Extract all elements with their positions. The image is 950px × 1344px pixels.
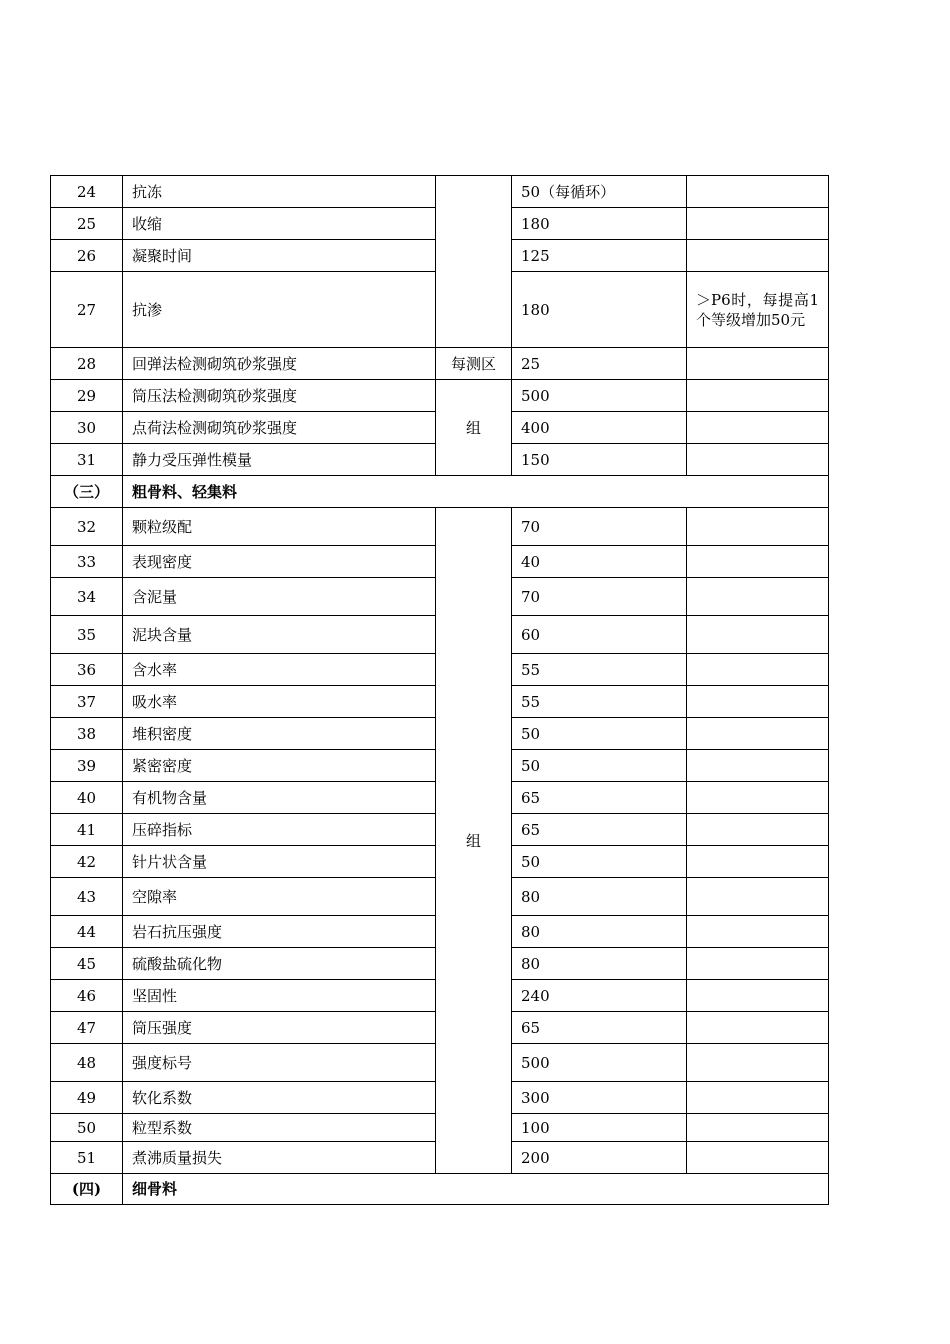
unit-cell: 组 — [436, 380, 512, 476]
note-cell — [687, 916, 829, 948]
row-number: 50 — [51, 1114, 123, 1142]
section-number: （三） — [51, 476, 123, 508]
price-cell: 80 — [512, 916, 687, 948]
note-cell — [687, 654, 829, 686]
row-number: 34 — [51, 578, 123, 616]
item-name: 空隙率 — [123, 878, 436, 916]
price-cell: 55 — [512, 654, 687, 686]
row-number: 40 — [51, 782, 123, 814]
price-cell: 70 — [512, 578, 687, 616]
row-number: 39 — [51, 750, 123, 782]
note-cell — [687, 782, 829, 814]
row-number: 29 — [51, 380, 123, 412]
note-cell — [687, 1114, 829, 1142]
row-number: 37 — [51, 686, 123, 718]
item-name: 凝聚时间 — [123, 240, 436, 272]
note-cell — [687, 208, 829, 240]
item-name: 表现密度 — [123, 546, 436, 578]
note-cell — [687, 240, 829, 272]
row-number: 33 — [51, 546, 123, 578]
row-number: 44 — [51, 916, 123, 948]
price-cell: 55 — [512, 686, 687, 718]
price-cell: 50（每循环） — [512, 176, 687, 208]
price-cell: 240 — [512, 980, 687, 1012]
price-cell: 65 — [512, 782, 687, 814]
item-name: 坚固性 — [123, 980, 436, 1012]
item-name: 静力受压弹性模量 — [123, 444, 436, 476]
item-name: 煮沸质量损失 — [123, 1142, 436, 1174]
price-cell: 50 — [512, 718, 687, 750]
row-number: 32 — [51, 508, 123, 546]
note-cell — [687, 846, 829, 878]
item-name: 含水率 — [123, 654, 436, 686]
note-cell — [687, 578, 829, 616]
price-cell: 65 — [512, 814, 687, 846]
table-row — [51, 348, 829, 380]
row-number: 24 — [51, 176, 123, 208]
row-number: 41 — [51, 814, 123, 846]
price-cell: 40 — [512, 546, 687, 578]
table-row — [51, 176, 829, 208]
section-number: (四) — [51, 1174, 123, 1205]
item-name: 含泥量 — [123, 578, 436, 616]
item-name: 筒压强度 — [123, 1012, 436, 1044]
price-cell: 180 — [512, 272, 687, 348]
note-cell — [687, 176, 829, 208]
item-name: 针片状含量 — [123, 846, 436, 878]
row-number: 48 — [51, 1044, 123, 1082]
row-number: 36 — [51, 654, 123, 686]
note-cell — [687, 750, 829, 782]
price-cell: 500 — [512, 380, 687, 412]
item-name: 吸水率 — [123, 686, 436, 718]
note-cell — [687, 948, 829, 980]
item-name: 回弹法检测砌筑砂浆强度 — [123, 348, 436, 380]
section-header-row — [51, 476, 829, 508]
row-number: 27 — [51, 272, 123, 348]
note-cell — [687, 546, 829, 578]
price-cell: 100 — [512, 1114, 687, 1142]
price-table — [50, 175, 829, 1205]
item-name: 泥块含量 — [123, 616, 436, 654]
item-name: 堆积密度 — [123, 718, 436, 750]
item-name: 岩石抗压强度 — [123, 916, 436, 948]
item-name: 筒压法检测砌筑砂浆强度 — [123, 380, 436, 412]
item-name: 颗粒级配 — [123, 508, 436, 546]
price-cell: 500 — [512, 1044, 687, 1082]
unit-cell — [436, 176, 512, 348]
row-number: 31 — [51, 444, 123, 476]
row-number: 26 — [51, 240, 123, 272]
note-cell — [687, 686, 829, 718]
row-number: 28 — [51, 348, 123, 380]
note-cell: ＞P6时，每提高1个等级增加50元 — [687, 272, 829, 348]
price-cell: 80 — [512, 948, 687, 980]
note-cell — [687, 980, 829, 1012]
price-cell: 300 — [512, 1082, 687, 1114]
section-title: 粗骨料、轻集料 — [123, 476, 829, 508]
note-cell — [687, 1012, 829, 1044]
row-number: 51 — [51, 1142, 123, 1174]
note-cell — [687, 380, 829, 412]
row-number: 45 — [51, 948, 123, 980]
note-cell — [687, 1044, 829, 1082]
note-cell — [687, 508, 829, 546]
item-name: 强度标号 — [123, 1044, 436, 1082]
item-name: 紧密密度 — [123, 750, 436, 782]
price-cell: 65 — [512, 1012, 687, 1044]
note-cell — [687, 814, 829, 846]
note-cell — [687, 1142, 829, 1174]
item-name: 收缩 — [123, 208, 436, 240]
price-cell: 60 — [512, 616, 687, 654]
row-number: 30 — [51, 412, 123, 444]
price-cell: 125 — [512, 240, 687, 272]
item-name: 粒型系数 — [123, 1114, 436, 1142]
note-cell — [687, 878, 829, 916]
row-number: 46 — [51, 980, 123, 1012]
note-cell — [687, 348, 829, 380]
price-cell: 50 — [512, 750, 687, 782]
section-header-row — [51, 1174, 829, 1205]
item-name: 压碎指标 — [123, 814, 436, 846]
item-name: 软化系数 — [123, 1082, 436, 1114]
row-number: 49 — [51, 1082, 123, 1114]
note-cell — [687, 616, 829, 654]
unit-cell: 组 — [436, 508, 512, 1174]
row-number: 35 — [51, 616, 123, 654]
row-number: 42 — [51, 846, 123, 878]
table-row — [51, 380, 829, 412]
row-number: 43 — [51, 878, 123, 916]
unit-cell: 每测区 — [436, 348, 512, 380]
row-number: 38 — [51, 718, 123, 750]
item-name: 抗冻 — [123, 176, 436, 208]
note-cell — [687, 718, 829, 750]
section-title: 细骨料 — [123, 1174, 829, 1205]
item-name: 硫酸盐硫化物 — [123, 948, 436, 980]
price-cell: 25 — [512, 348, 687, 380]
price-cell: 80 — [512, 878, 687, 916]
note-cell — [687, 412, 829, 444]
note-cell — [687, 1082, 829, 1114]
price-cell: 400 — [512, 412, 687, 444]
item-name: 点荷法检测砌筑砂浆强度 — [123, 412, 436, 444]
price-cell: 180 — [512, 208, 687, 240]
item-name: 抗渗 — [123, 272, 436, 348]
price-cell: 200 — [512, 1142, 687, 1174]
row-number: 47 — [51, 1012, 123, 1044]
row-number: 25 — [51, 208, 123, 240]
price-cell: 70 — [512, 508, 687, 546]
price-cell: 150 — [512, 444, 687, 476]
price-cell: 50 — [512, 846, 687, 878]
table-row — [51, 508, 829, 546]
note-cell — [687, 444, 829, 476]
item-name: 有机物含量 — [123, 782, 436, 814]
